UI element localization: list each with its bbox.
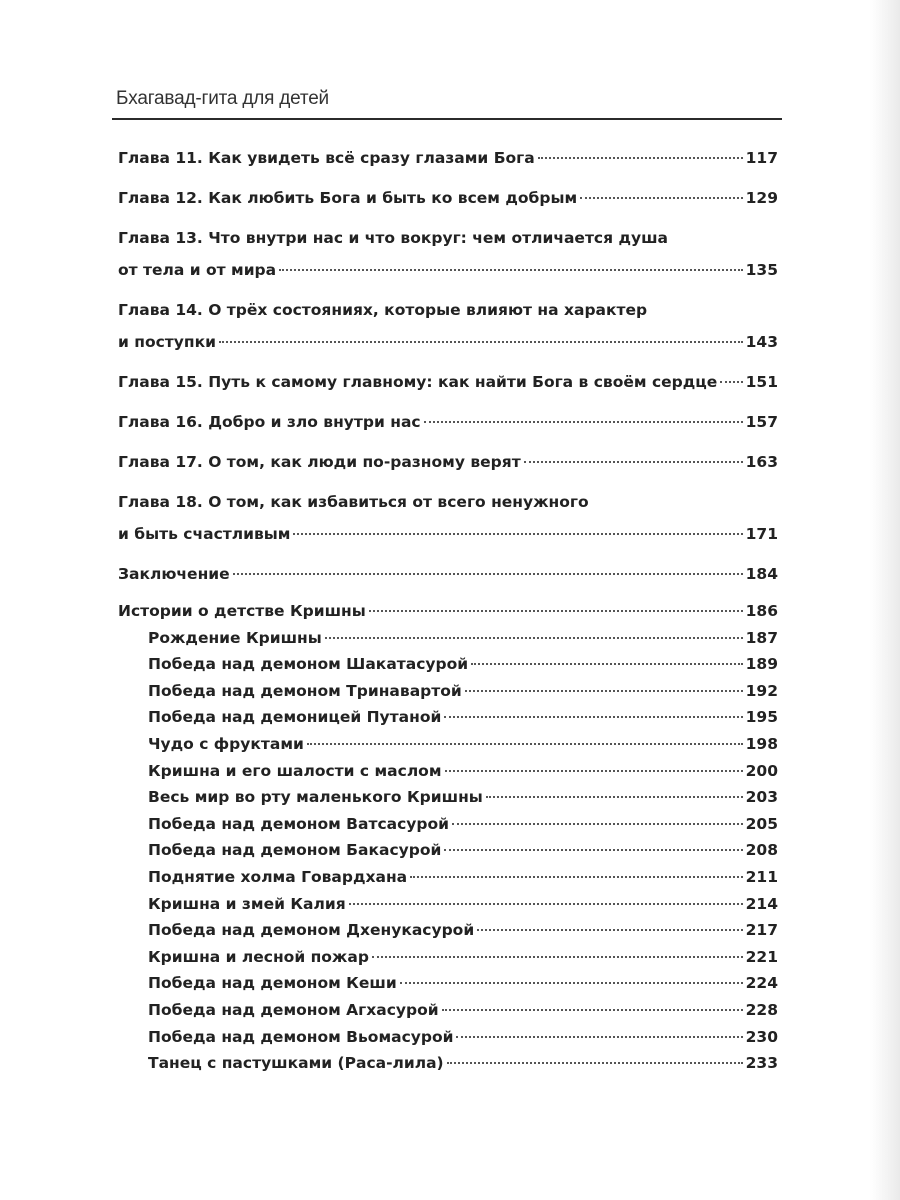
header-rule [112, 118, 782, 120]
toc-entry-label: Победа над демоницей Путаной [148, 708, 442, 727]
toc-entry-label: Кришна и змей Калия [148, 894, 346, 913]
dot-leader [442, 1009, 743, 1011]
toc-subentry[interactable] [118, 864, 778, 891]
toc-line [118, 558, 778, 590]
table-of-contents [118, 142, 778, 1077]
toc-entry-page: 163 [745, 453, 778, 471]
toc-subentry[interactable] [118, 917, 778, 944]
toc-entry-page: 221 [745, 947, 778, 966]
toc-entry[interactable] [118, 366, 778, 398]
toc-subentry[interactable] [118, 784, 778, 811]
toc-entry-label: Рождение Кришны [148, 628, 322, 647]
toc-subentry[interactable] [118, 704, 778, 731]
toc-entry-label: Победа над демоном Вьомасурой [148, 1027, 454, 1046]
dot-leader [524, 461, 743, 463]
page-edge-shadow [870, 0, 900, 1200]
toc-subentry[interactable] [118, 970, 778, 997]
toc-entry-page: 186 [745, 602, 778, 620]
toc-entry-page: 224 [745, 974, 778, 993]
dot-leader [372, 956, 743, 958]
toc-entry-label: Глава 16. Добро и зло внутри нас [118, 413, 421, 431]
stories-heading[interactable] [118, 598, 778, 625]
toc-line [118, 222, 778, 254]
toc-line [118, 326, 778, 358]
toc-subentry[interactable] [118, 811, 778, 838]
dot-leader [307, 743, 743, 745]
dot-leader [456, 1036, 742, 1038]
dot-leader [410, 876, 743, 878]
toc-entry[interactable] [118, 222, 778, 286]
toc-entry-label: и поступки [118, 333, 216, 351]
toc-entry-label: Победа над демоном Агхасурой [148, 1000, 439, 1019]
toc-line [118, 142, 778, 174]
toc-entry-label: Победа над демоном Шакатасурой [148, 655, 469, 674]
toc-entry-label: и быть счастливым [118, 525, 291, 543]
toc-subentry[interactable] [118, 678, 778, 705]
toc-entry-label: Глава 12. Как любить Бога и быть ко всем добрым [118, 189, 578, 207]
toc-entry-label: Победа над демоном Бакасурой [148, 841, 442, 860]
toc-entry-label: Глава 17. О том, как люди по-разному верят [118, 453, 521, 471]
dot-leader [452, 823, 743, 825]
toc-entry-label: Глава 15. Путь к самому главному: как найти Бога в своём сердце [118, 373, 718, 391]
toc-entry-page: 184 [745, 565, 778, 583]
dot-leader [325, 637, 743, 639]
toc-subentry[interactable] [118, 758, 778, 785]
toc-entry[interactable] [118, 182, 778, 214]
toc-entry-page: 200 [745, 761, 778, 780]
toc-entry-page: 198 [745, 734, 778, 753]
toc-entry[interactable] [118, 446, 778, 478]
toc-entry-label: Поднятие холма Говардхана [148, 867, 408, 886]
dot-leader [444, 716, 742, 718]
toc-entry-page: 230 [745, 1027, 778, 1046]
toc-line [118, 182, 778, 214]
toc-subentry[interactable] [118, 944, 778, 971]
toc-entry-page: 143 [745, 333, 778, 351]
dot-leader [279, 269, 743, 271]
toc-entry-label: Глава 11. Как увидеть всё сразу глазами Бога [118, 149, 535, 167]
toc-entry-label: Истории о детстве Кришны [118, 602, 366, 620]
toc-line [118, 254, 778, 286]
toc-entry-page: 203 [745, 788, 778, 807]
toc-entry-page: 195 [745, 708, 778, 727]
toc-subentry[interactable] [118, 1050, 778, 1077]
toc-entry[interactable] [118, 406, 778, 438]
toc-entry-page: 117 [745, 149, 778, 167]
toc-line [118, 518, 778, 550]
dot-leader [424, 421, 743, 423]
stories-section [118, 598, 778, 1077]
toc-entry-page: 189 [745, 655, 778, 674]
toc-entry-page: 192 [745, 681, 778, 700]
dot-leader [219, 341, 743, 343]
toc-entry-page: 214 [745, 894, 778, 913]
toc-entry-label: Глава 13. Что внутри нас и что вокруг: чем отличается душа [118, 229, 669, 247]
toc-entry-label: Танец с пастушками (Раса-лила) [148, 1054, 444, 1073]
toc-entry-page: 187 [745, 628, 778, 647]
toc-entry-label: Кришна и его шалости с маслом [148, 761, 442, 780]
toc-subentry[interactable] [118, 997, 778, 1024]
toc-entry-page: 205 [745, 814, 778, 833]
toc-subentry[interactable] [118, 651, 778, 678]
dot-leader [465, 690, 743, 692]
dot-leader [444, 849, 742, 851]
toc-entry-page: 217 [745, 921, 778, 940]
dot-leader [293, 533, 742, 535]
chapter-list [118, 142, 778, 590]
dot-leader [477, 929, 742, 931]
toc-entry-page: 228 [745, 1000, 778, 1019]
toc-subentry[interactable] [118, 891, 778, 918]
toc-entry-label: Весь мир во рту маленького Кришны [148, 788, 483, 807]
toc-entry[interactable] [118, 142, 778, 174]
running-header [112, 88, 782, 120]
toc-subentry[interactable] [118, 731, 778, 758]
toc-line [118, 366, 778, 398]
dot-leader [445, 770, 743, 772]
toc-entry-label: Победа над демоном Ватсасурой [148, 814, 449, 833]
dot-leader [471, 663, 743, 665]
toc-entry-page: 157 [745, 413, 778, 431]
toc-entry-label: Заключение [118, 565, 230, 583]
toc-entry-page: 208 [745, 841, 778, 860]
book-title: Бхагавад-гита для детей [116, 88, 329, 109]
dot-leader [720, 381, 742, 383]
toc-line [118, 294, 778, 326]
toc-subentry[interactable] [118, 625, 778, 652]
toc-line [118, 406, 778, 438]
toc-entry-label: Кришна и лесной пожар [148, 947, 369, 966]
toc-entry-label: Победа над демоном Дхенукасурой [148, 921, 475, 940]
toc-entry-page: 211 [745, 867, 778, 886]
dot-leader [369, 610, 743, 612]
toc-entry-page: 151 [745, 373, 778, 391]
toc-entry-label: Глава 18. О том, как избавиться от всего ненужного [118, 493, 589, 511]
toc-entry-page: 233 [745, 1054, 778, 1073]
toc-entry-label: Победа над демоном Кеши [148, 974, 397, 993]
toc-entry-page: 129 [745, 189, 778, 207]
toc-subentry[interactable] [118, 1024, 778, 1051]
toc-entry[interactable] [118, 486, 778, 550]
toc-line [118, 446, 778, 478]
toc-entry-label: от тела и от мира [118, 261, 277, 279]
dot-leader [486, 796, 743, 798]
toc-entry-label: Победа над демоном Тринавартой [148, 681, 462, 700]
dot-leader [233, 573, 743, 575]
toc-line [118, 486, 778, 518]
toc-entry[interactable] [118, 294, 778, 358]
dot-leader [400, 982, 743, 984]
toc-entry-label: Глава 14. О трёх состояниях, которые влияют на характер [118, 301, 648, 319]
dot-leader [349, 903, 743, 905]
dot-leader [538, 157, 743, 159]
story-list [118, 625, 778, 1077]
dot-leader [580, 197, 742, 199]
toc-entry-label: Чудо с фруктами [148, 734, 304, 753]
dot-leader [447, 1062, 743, 1064]
toc-subentry[interactable] [118, 837, 778, 864]
toc-entry[interactable] [118, 558, 778, 590]
toc-entry-page: 135 [745, 261, 778, 279]
toc-entry-page: 171 [745, 525, 778, 543]
